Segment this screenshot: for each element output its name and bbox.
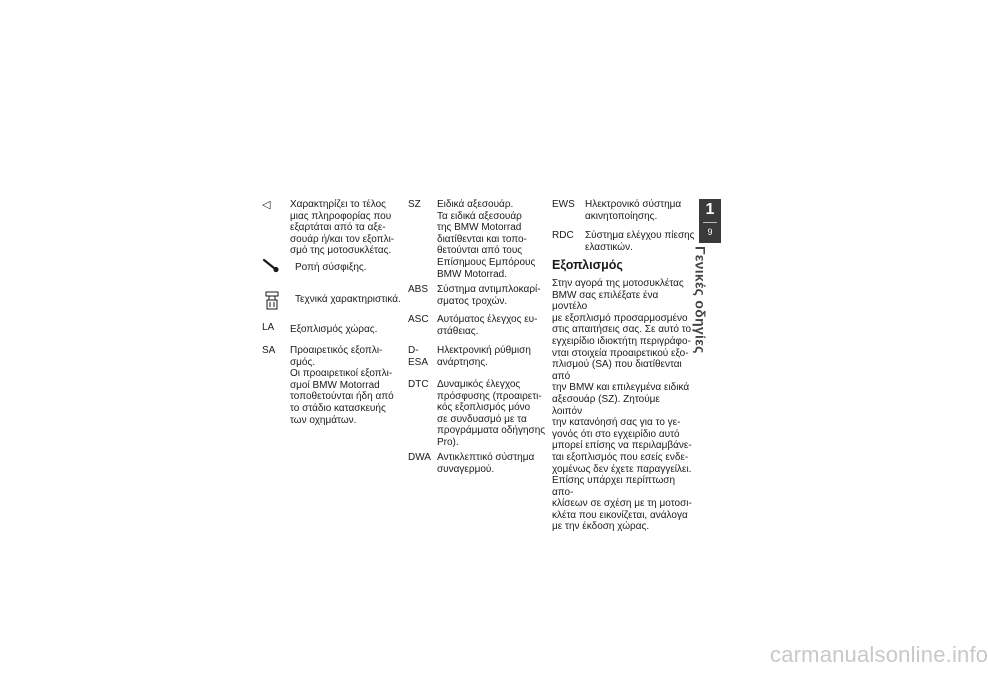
technical-data-icon <box>265 291 279 315</box>
section-heading: Εξοπλισμός <box>552 258 623 272</box>
torque-description: Ροπή σύσφιξης. <box>295 262 367 273</box>
term-sa: SA <box>262 345 276 356</box>
chapter-tab <box>699 199 721 243</box>
chapter-title-vertical: Γενικές οδηγίες <box>692 246 709 354</box>
end-marker-description: Χαρακτηρίζει το τέλος μιας πληροφορίας που εξαρτάται από τα αξε- σουάρ ή/και τον εξοπλι- σμό της μοτοσυκλέτας. <box>290 199 395 257</box>
sa-description: Προαιρετικός εξοπλι- σμός. Οι προαιρετικοί εξοπλι- σμοί BMW Motorrad τοποθετούνται ήδη από το στάδιο κατασκευής των οχημάτων. <box>290 345 394 426</box>
abs-description: Σύστημα αντιμπλοκαρί- σματος τροχών. <box>437 284 541 307</box>
term-rdc: RDC <box>552 230 574 241</box>
torque-wrench-icon <box>262 258 280 276</box>
page-number: 9 <box>707 227 713 237</box>
term-abs: ABS <box>408 284 429 295</box>
term-sz: SZ <box>408 199 421 210</box>
term-dtc: DTC <box>408 379 429 390</box>
asc-description: Αυτόματος έλεγχος ευ- στάθειας. <box>437 314 538 337</box>
rdc-description: Σύστημα ελέγχου πίεσης ελαστικών. <box>585 230 695 253</box>
la-description: Εξοπλισμός χώρας. <box>290 324 378 335</box>
term-dwa: DWA <box>408 452 431 463</box>
technical-data-description: Τεχνικά χαρακτηριστικά. <box>295 294 401 305</box>
sz-description: Ειδικά αξεσουάρ. Τα ειδικά αξεσουάρ της BMW Motorrad διατίθενται και τοπο- θετούνται από τους Επίσημους Εμπόρους BMW Motorrad. <box>437 199 536 280</box>
term-d-esa: D- ESA <box>408 345 429 368</box>
term-la: LA <box>262 322 275 333</box>
ews-description: Ηλεκτρονικό σύστημα ακινητοποίησης. <box>585 199 682 222</box>
chapter-divider <box>703 222 717 223</box>
triangle-left-icon: ◁ <box>262 199 271 211</box>
term-ews: EWS <box>552 199 575 210</box>
d-esa-description: Ηλεκτρονική ρύθμιση ανάρτησης. <box>437 345 531 368</box>
dtc-description: Δυναμικός έλεγχος πρόσφυσης (προαιρετι- κός εξοπλισμός μόνο σε συνδυασμό με τα προγράμματα οδήγησης Pro). <box>437 379 546 448</box>
chapter-number: 1 <box>705 201 715 218</box>
dwa-description: Αντικλεπτικό σύστημα συναγερμού. <box>437 452 535 475</box>
equipment-paragraph: Στην αγορά της μοτοσυκλέτας BMW σας επιλέξατε ένα μοντέλο με εξοπλισμό προσαρμοσμένο στις απαιτήσεις σας. Σε αυτό το εγχειρίδιο ιδιοκτήτη περιγράφο- νται στοιχεία προαιρετικού εξο- πλισμού (SA) που διατίθενται από την BMW και επιλεγμένα ειδικά αξεσουάρ (SZ). Ζητούμε λοιπόν την κατανόησή σας για το γε- γονός ότι στο εγχειρίδιο αυτό μπορεί επίσης να περιλαμβάνε- ται εξοπλισμός που εσείς ενδε- χομένως δεν έχετε παραγγείλει. Επίσης υπάρχει περίπτωση απο- κλίσεων σε σχέση με τη μοτοσι- κλέτα που εικονίζεται, ανάλογα με την έκδοση χώρας. <box>552 278 692 533</box>
term-asc: ASC <box>408 314 429 325</box>
watermark: carmanualsonline.info <box>770 642 988 667</box>
